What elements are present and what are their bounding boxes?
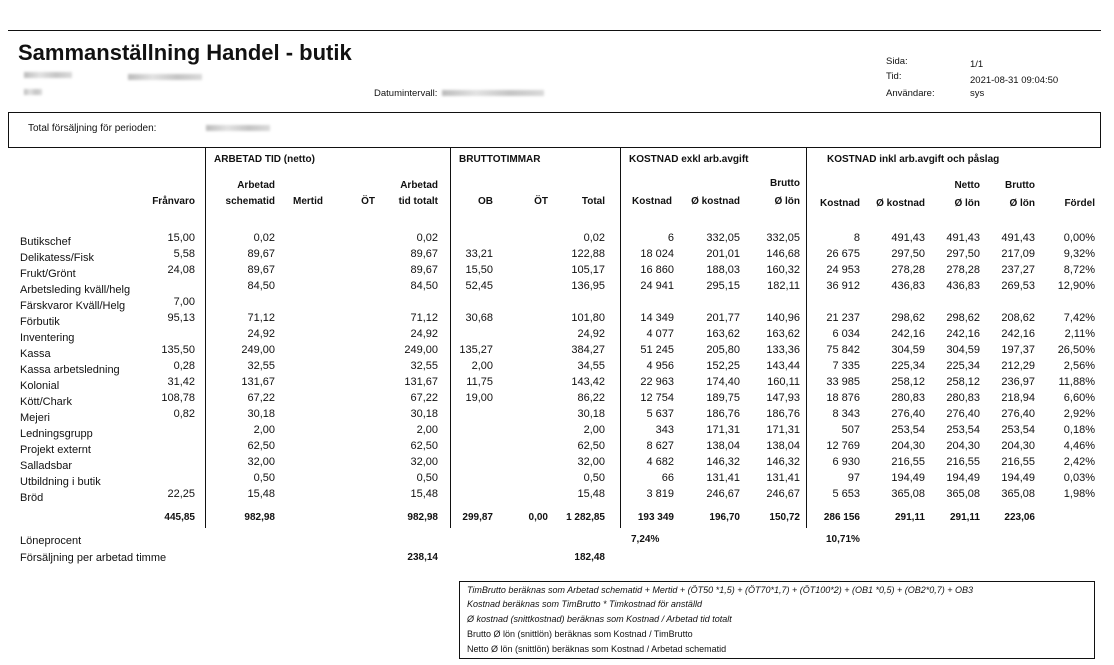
cell-total: 15,48 [577,488,605,500]
cell-ob: 135,27 [459,344,493,356]
cell-o-kostnad: 171,31 [706,424,740,436]
lonprocent-exkl: 7,24% [631,534,660,545]
cell-tid-totalt: 62,50 [410,440,438,452]
cell-franvaro: 5,58 [173,248,195,260]
cell-brutto-o-lon2: 208,62 [1001,312,1035,324]
cell-total: 2,00 [583,424,605,436]
separator-kostnad-inkl [806,148,807,528]
total-o-kostnad2: 291,11 [894,512,925,523]
cell-name: Inventering [20,332,75,344]
group-kostnad-inkl: KOSTNAD inkl arb.avgift och påslag [827,154,1000,165]
cell-o-kostnad: 163,62 [706,328,740,340]
sales-box-right [1100,112,1101,148]
time-label: Tid: [886,71,902,82]
cell-name: Kött/Chark [20,396,72,408]
cell-kostnad: 4 682 [646,456,674,468]
cell-brutto-o-lon2: 217,09 [1001,248,1035,260]
note-4: Brutto Ø lön (snittlön) beräknas som Kostnad / TimBrutto [467,629,693,639]
cell-brutto-o-lon2: 491,43 [1001,232,1035,244]
cell-tid-totalt: 15,48 [410,488,438,500]
lonprocent-label: Löneprocent [20,535,82,547]
cell-franvaro: 7,00 [173,296,195,308]
cell-kostnad: 343 [655,424,674,436]
col-arbetad-tid-totalt-1: Arbetad [400,180,438,191]
total-franvaro: 445,85 [164,512,195,523]
cell-brutto-o-lon2: 204,30 [1001,440,1035,452]
cell-franvaro: 22,25 [167,488,195,500]
user-label: Användare: [886,88,935,99]
cell-fordel: 2,11% [1064,328,1095,340]
cell-total: 101,80 [571,312,605,324]
cell-brutto-o-lon2: 237,27 [1001,264,1035,276]
cell-o-kostnad2: 242,16 [891,328,925,340]
cell-kostnad: 12 754 [640,392,674,404]
cell-brutto-o-lon: 163,62 [766,328,800,340]
cell-total: 34,55 [577,360,605,372]
cell-o-kostnad: 152,25 [706,360,740,372]
note-3: Ø kostnad (snittkostnad) beräknas som Kostnad / Arbetad tid totalt [467,614,732,624]
cell-franvaro: 0,28 [173,360,195,372]
cell-netto-o-lon: 253,54 [946,424,980,436]
cell-o-kostnad: 131,41 [706,472,740,484]
cell-brutto-o-lon: 182,11 [767,280,800,292]
cell-tid-totalt: 67,22 [410,392,438,404]
total-sales-label: Total försäljning för perioden: [28,123,157,134]
note-5: Netto Ø lön (snittlön) beräknas som Kostnad / Arbetad schematid [467,644,727,654]
cell-brutto-o-lon: 186,76 [766,408,800,420]
cell-brutto-o-lon2: 216,55 [1001,456,1035,468]
cell-fordel: 6,60% [1063,392,1095,404]
col-brutto-o-lon2-2: Ø lön [1009,198,1035,209]
cell-ob: 15,50 [465,264,493,276]
cell-kostnad2: 6 930 [832,456,860,468]
cell-kostnad2: 18 876 [826,392,860,404]
cell-name: Färskvaror Kväll/Helg [20,300,126,312]
cell-schematid: 32,00 [247,456,275,468]
cell-kostnad: 4 077 [646,328,674,340]
total-brutto-o-lon2: 223,06 [1004,512,1035,523]
cell-kostnad2: 21 237 [826,312,860,324]
total-tid-totalt: 982,98 [407,512,438,523]
cell-fordel: 2,92% [1063,408,1095,420]
header-rule [8,112,1101,113]
cell-kostnad: 5 637 [646,408,674,420]
cell-brutto-o-lon: 160,11 [767,376,800,388]
cell-name: Kassa arbetsledning [20,364,120,376]
group-arbetad: ARBETAD TID (netto) [214,154,315,165]
cell-fordel: 9,32% [1063,248,1095,260]
cell-kostnad: 16 860 [640,264,674,276]
cell-kostnad2: 75 842 [826,344,860,356]
cell-brutto-o-lon: 332,05 [766,232,800,244]
cell-brutto-o-lon2: 276,40 [1001,408,1035,420]
cell-kostnad2: 5 653 [832,488,860,500]
cell-total: 86,22 [577,392,605,404]
cell-tid-totalt: 89,67 [410,248,438,260]
cell-netto-o-lon: 225,34 [946,360,980,372]
cell-o-kostnad2: 436,83 [891,280,925,292]
cell-name: Arbetsleding kväll/helg [20,284,131,296]
cell-o-kostnad: 189,75 [706,392,740,404]
cell-fordel: 7,42% [1063,312,1095,324]
cell-brutto-o-lon2: 212,29 [1001,360,1035,372]
cell-schematid: 24,92 [247,328,275,340]
cell-total: 30,18 [577,408,605,420]
col-o-kostnad: Ø kostnad [691,196,740,207]
cell-tid-totalt: 89,67 [410,264,438,276]
cell-o-kostnad: 138,04 [706,440,740,452]
cell-franvaro: 95,13 [167,312,195,324]
cell-o-kostnad2: 276,40 [891,408,925,420]
cell-o-kostnad: 174,40 [706,376,740,388]
cell-total: 62,50 [577,440,605,452]
col-netto-o-lon-2: Ø lön [954,198,980,209]
cell-kostnad: 14 349 [640,312,674,324]
col-total: Total [581,196,605,207]
cell-fordel: 11,88% [1058,376,1095,388]
cell-tid-totalt: 32,55 [410,360,438,372]
col-ot2: ÖT [534,196,548,207]
forsaljning-arbetad: 238,14 [407,552,438,563]
total-kostnad2: 286 156 [823,512,860,523]
cell-netto-o-lon: 280,83 [946,392,980,404]
forsaljning-label: Försäljning per arbetad timme [20,552,167,564]
cell-o-kostnad: 146,32 [706,456,740,468]
total-schematid: 982,98 [244,512,275,523]
cell-franvaro: 15,00 [167,232,195,244]
cell-schematid: 131,67 [241,376,275,388]
cell-netto-o-lon: 204,30 [946,440,980,452]
cell-o-kostnad2: 297,50 [891,248,925,260]
cell-netto-o-lon: 276,40 [946,408,980,420]
cell-ob: 33,21 [465,248,493,260]
cell-brutto-o-lon: 147,93 [766,392,800,404]
cell-total: 384,27 [571,344,605,356]
cell-tid-totalt: 24,92 [410,328,438,340]
cell-fordel: 0,18% [1063,424,1095,436]
cell-netto-o-lon: 242,16 [946,328,980,340]
cell-franvaro: 31,42 [167,376,195,388]
cell-brutto-o-lon: 160,32 [766,264,800,276]
cell-tid-totalt: 2,00 [416,424,438,436]
col-brutto-o-lon-1: Brutto [770,178,800,189]
cell-o-kostnad2: 258,12 [891,376,925,388]
cell-netto-o-lon: 216,55 [946,456,980,468]
col-ob: OB [478,196,493,207]
redacted-store [128,74,202,80]
cell-netto-o-lon: 491,43 [946,232,980,244]
cell-tid-totalt: 0,02 [416,232,438,244]
cell-o-kostnad2: 278,28 [891,264,925,276]
report-title: Sammanställning Handel - butik [18,40,352,65]
cell-total: 0,02 [583,232,605,244]
col-kostnad2: Kostnad [820,198,860,209]
cell-kostnad2: 97 [847,472,860,484]
cell-brutto-o-lon2: 236,97 [1001,376,1035,388]
cell-schematid: 89,67 [247,264,275,276]
cell-netto-o-lon: 278,28 [946,264,980,276]
cell-o-kostnad2: 216,55 [891,456,925,468]
col-brutto-o-lon-2: Ø lön [774,196,800,207]
cell-total: 136,95 [571,280,605,292]
col-brutto-o-lon2-1: Brutto [1005,180,1035,191]
cell-kostnad: 22 963 [640,376,674,388]
redacted-date-interval [442,90,544,96]
cell-name: Frukt/Grönt [20,268,76,280]
cell-o-kostnad2: 225,34 [891,360,925,372]
cell-fordel: 2,56% [1063,360,1095,372]
page-label: Sida: [886,56,908,67]
cell-name: Butikschef [20,236,71,248]
cell-kostnad2: 6 034 [832,328,860,340]
cell-o-kostnad: 246,67 [706,488,740,500]
cell-fordel: 1,98% [1063,488,1095,500]
cell-brutto-o-lon2: 253,54 [1001,424,1035,436]
cell-kostnad: 18 024 [640,248,674,260]
cell-o-kostnad2: 298,62 [891,312,925,324]
cell-name: Mejeri [20,412,50,424]
cell-o-kostnad: 295,15 [706,280,740,292]
cell-o-kostnad: 205,80 [706,344,740,356]
cell-o-kostnad: 201,77 [706,312,740,324]
cell-kostnad: 6 [667,232,674,244]
cell-franvaro: 135,50 [161,344,195,356]
separator-brutto [450,148,451,528]
cell-brutto-o-lon2: 242,16 [1001,328,1035,340]
cell-netto-o-lon: 194,49 [946,472,980,484]
top-rule [8,30,1101,31]
cell-o-kostnad2: 204,30 [891,440,925,452]
group-kostnad-exkl: KOSTNAD exkl arb.avgift [629,154,749,165]
col-kostnad: Kostnad [632,196,672,207]
cell-o-kostnad: 201,01 [706,248,740,260]
user-value: sys [970,88,985,99]
cell-netto-o-lon: 436,83 [946,280,980,292]
cell-fordel: 2,42% [1063,456,1095,468]
cell-netto-o-lon: 298,62 [946,312,980,324]
cell-fordel: 0,03% [1063,472,1095,484]
cell-fordel: 4,46% [1063,440,1095,452]
cell-brutto-o-lon: 146,68 [766,248,800,260]
cell-brutto-o-lon: 131,41 [766,472,800,484]
redacted-code [24,89,42,95]
cell-schematid: 15,48 [247,488,275,500]
cell-schematid: 71,12 [247,312,275,324]
cell-ob: 52,45 [465,280,493,292]
cell-name: Kassa [20,348,51,360]
col-fordel: Fördel [1064,198,1095,209]
note-1: TimBrutto beräknas som Arbetad schematid + Mertid + (ÖT50 *1,5) + (ÖT70*1,7) + (ÖT100*2) + (OB1 *0,5) + (OB2*0,7) + OB3 [467,585,974,595]
cell-fordel: 12,90% [1057,280,1095,292]
col-franvaro: Frånvaro [152,196,195,207]
cell-brutto-o-lon: 138,04 [766,440,800,452]
cell-netto-o-lon: 297,50 [946,248,980,260]
cell-ob: 19,00 [465,392,493,404]
cell-tid-totalt: 32,00 [410,456,438,468]
cell-tid-totalt: 71,12 [410,312,438,324]
col-ot: ÖT [361,196,375,207]
cell-o-kostnad2: 491,43 [891,232,925,244]
cell-schematid: 62,50 [247,440,275,452]
cell-brutto-o-lon2: 218,94 [1001,392,1035,404]
cell-o-kostnad2: 304,59 [891,344,925,356]
total-brutto-o-lon: 150,72 [769,512,800,523]
total-kostnad: 193 349 [637,512,674,523]
cell-brutto-o-lon: 143,44 [766,360,800,372]
cell-tid-totalt: 249,00 [404,344,438,356]
note-2: Kostnad beräknas som TimBrutto * Timkostnad för anställd [467,599,702,609]
cell-schematid: 249,00 [241,344,275,356]
cell-brutto-o-lon: 246,67 [766,488,800,500]
cell-brutto-o-lon: 133,36 [766,344,800,356]
cell-brutto-o-lon: 140,96 [766,312,800,324]
cell-name: Bröd [20,492,44,504]
cell-brutto-o-lon: 171,31 [766,424,800,436]
cell-total: 32,00 [577,456,605,468]
cell-tid-totalt: 30,18 [410,408,438,420]
cell-total: 105,17 [571,264,605,276]
cell-franvaro: 24,08 [167,264,195,276]
cell-netto-o-lon: 304,59 [946,344,980,356]
cell-franvaro: 0,82 [173,408,195,420]
cell-brutto-o-lon2: 194,49 [1001,472,1035,484]
cell-schematid: 67,22 [247,392,275,404]
total-o-kostnad: 196,70 [709,512,740,523]
cell-kostnad2: 7 335 [832,360,860,372]
cell-name: Delikatess/Fisk [20,252,94,264]
cell-kostnad: 51 245 [640,344,674,356]
cell-o-kostnad: 332,05 [706,232,740,244]
cell-kostnad2: 33 985 [826,376,860,388]
cell-total: 24,92 [577,328,605,340]
cell-ob: 30,68 [465,312,493,324]
time-value: 2021-08-31 09:04:50 [970,75,1059,86]
col-netto-o-lon-1: Netto [954,180,980,191]
cell-schematid: 0,50 [253,472,275,484]
cell-o-kostnad: 188,03 [706,264,740,276]
cell-fordel: 26,50% [1057,344,1095,356]
cell-total: 0,50 [583,472,605,484]
cell-o-kostnad2: 280,83 [891,392,925,404]
cell-ob: 2,00 [471,360,493,372]
redacted-total-sales [206,125,270,131]
cell-name: Projekt externt [20,444,91,456]
cell-brutto-o-lon2: 269,53 [1001,280,1035,292]
cell-total: 143,42 [571,376,605,388]
cell-kostnad2: 507 [841,424,860,436]
cell-brutto-o-lon2: 365,08 [1001,488,1035,500]
cell-schematid: 2,00 [253,424,275,436]
cell-kostnad2: 8 [853,232,860,244]
cell-netto-o-lon: 258,12 [946,376,980,388]
cell-ob: 11,75 [466,376,493,388]
cell-schematid: 89,67 [247,248,275,260]
cell-kostnad: 3 819 [646,488,674,500]
notes-box [459,581,1095,659]
cell-tid-totalt: 84,50 [410,280,438,292]
total-netto-o-lon: 291,11 [949,512,980,523]
total-ob: 299,87 [462,512,493,523]
col-arbetad-schematid-2: schematid [225,196,275,207]
cell-name: Salladsbar [20,460,72,472]
col-o-kostnad2: Ø kostnad [876,198,925,209]
cell-tid-totalt: 131,67 [404,376,438,388]
cell-schematid: 32,55 [247,360,275,372]
cell-o-kostnad: 186,76 [706,408,740,420]
col-arbetad-tid-totalt-2: tid totalt [398,196,438,207]
cell-fordel: 8,72% [1063,264,1095,276]
cell-schematid: 84,50 [247,280,275,292]
cell-name: Förbutik [20,316,60,328]
cell-kostnad: 8 627 [646,440,674,452]
cell-kostnad2: 36 912 [826,280,860,292]
col-mertid: Mertid [293,196,323,207]
cell-brutto-o-lon: 146,32 [766,456,800,468]
cell-schematid: 30,18 [247,408,275,420]
cell-o-kostnad2: 194,49 [891,472,925,484]
cell-kostnad2: 26 675 [826,248,860,260]
cell-o-kostnad2: 253,54 [891,424,925,436]
cell-netto-o-lon: 365,08 [946,488,980,500]
total-total: 1 282,85 [566,512,605,523]
group-brutto: BRUTTOTIMMAR [459,154,541,165]
date-interval-label: Datumintervall: [374,88,438,99]
cell-kostnad2: 24 953 [826,264,860,276]
lonprocent-inkl: 10,71% [826,534,860,545]
separator-kostnad-exkl [620,148,621,528]
cell-kostnad: 4 956 [646,360,674,372]
cell-fordel: 0,00% [1063,232,1095,244]
col-arbetad-schematid-1: Arbetad [237,180,275,191]
cell-tid-totalt: 0,50 [416,472,438,484]
total-ot2: 0,00 [528,512,548,523]
cell-total: 122,88 [571,248,605,260]
cell-o-kostnad2: 365,08 [891,488,925,500]
cell-kostnad2: 12 769 [826,440,860,452]
cell-kostnad: 24 941 [640,280,674,292]
page-value: 1/1 [970,59,984,70]
table-top-rule [8,147,1101,148]
cell-kostnad2: 8 343 [832,408,860,420]
cell-franvaro: 108,78 [161,392,195,404]
cell-schematid: 0,02 [253,232,275,244]
cell-name: Ledningsgrupp [20,428,93,440]
redacted-company [24,72,72,78]
forsaljning-brutto: 182,48 [574,552,605,563]
cell-name: Utbildning i butik [20,476,101,488]
cell-brutto-o-lon2: 197,37 [1001,344,1035,356]
cell-kostnad: 66 [661,472,674,484]
cell-name: Kolonial [20,380,60,392]
sales-box-left [8,112,9,148]
